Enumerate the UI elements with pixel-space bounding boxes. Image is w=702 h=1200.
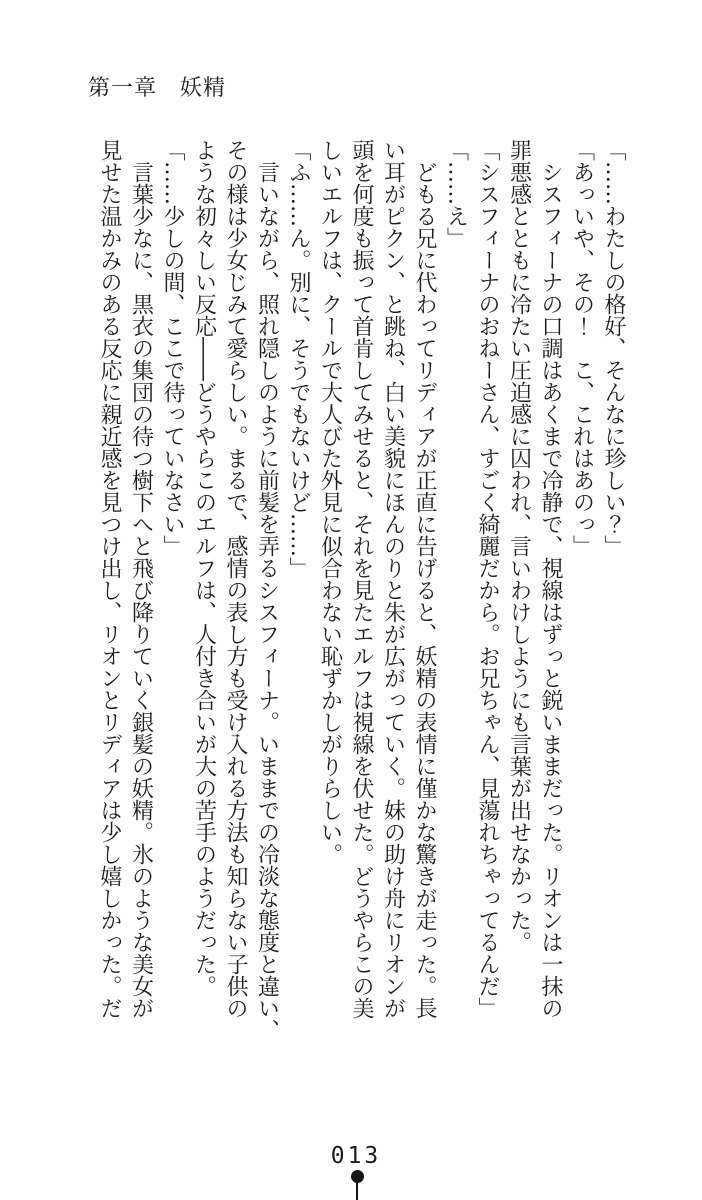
chapter-header: 第一章 妖精: [88, 76, 227, 101]
text-line: い耳がピクン、と跳ね、白い美貌にほんのりと朱が広がっていく。妹の助け舟にリオンが: [380, 139, 406, 1019]
text-line: 言葉少なに、黒衣の集団の待つ樹下へと飛び降りていく銀髪の妖精。氷のような美女が: [128, 161, 154, 1019]
text-line: 言いながら、照れ隠しのように前髪を弄るシスフィーナ。いままでの冷淡な態度と違い、: [254, 161, 280, 1041]
binding-mark-line: [356, 1181, 358, 1200]
text-line: しいエルフは、クールで大人びた外見に似合わない恥ずかしがりらしい。: [317, 139, 343, 865]
text-line: その様は少女じみて愛らしい。まるで、感情の表し方も受け入れる方法も知らない子供の: [223, 139, 248, 1019]
text-line: 「あっいや、その！ こ、これはあのっ」: [569, 139, 595, 557]
text-line: 「……わたしの格好、そんなに珍しい？」: [601, 139, 626, 557]
text-line: 「シスフィーナのおねーさん、すごく綺麗だから。お兄ちゃん、見蕩れちゃってるんだ」: [475, 139, 500, 1019]
text-line: ような初々しい反応――どうやらこのエルフは、人付き合いが大の苦手のようだった。: [191, 139, 217, 997]
text-line: 罪悪感とともに冷たい圧迫感に囚われ、言いわけしようにも言葉が出せなかった。: [506, 139, 532, 953]
text-body: [94, 139, 630, 1059]
text-line: 「……え」: [443, 139, 469, 249]
page-number: 013: [330, 1143, 382, 1169]
text-line: どもる兄に代わってリディアが正直に告げると、妖精の表情に僅かな驚きが走った。長: [412, 161, 437, 1019]
text-line: 頭を何度も振って首肯してみせると、それを見たエルフは視線を伏せた。どうやらこの美: [349, 139, 374, 1019]
text-line: 見せた温かみのある反応に親近感を見つけ出し、リオンとリディアは少し嬉しかった。だ: [97, 139, 122, 1019]
text-line: 「ふ……ん。別に、そうでもないけど……」: [286, 139, 311, 579]
text-line: 「……少しの間、ここで待っていなさい」: [160, 139, 185, 557]
text-line: シスフィーナの口調はあくまで冷静で、視線はずっと鋭いままだった。リオンは一抹の: [538, 161, 563, 1019]
